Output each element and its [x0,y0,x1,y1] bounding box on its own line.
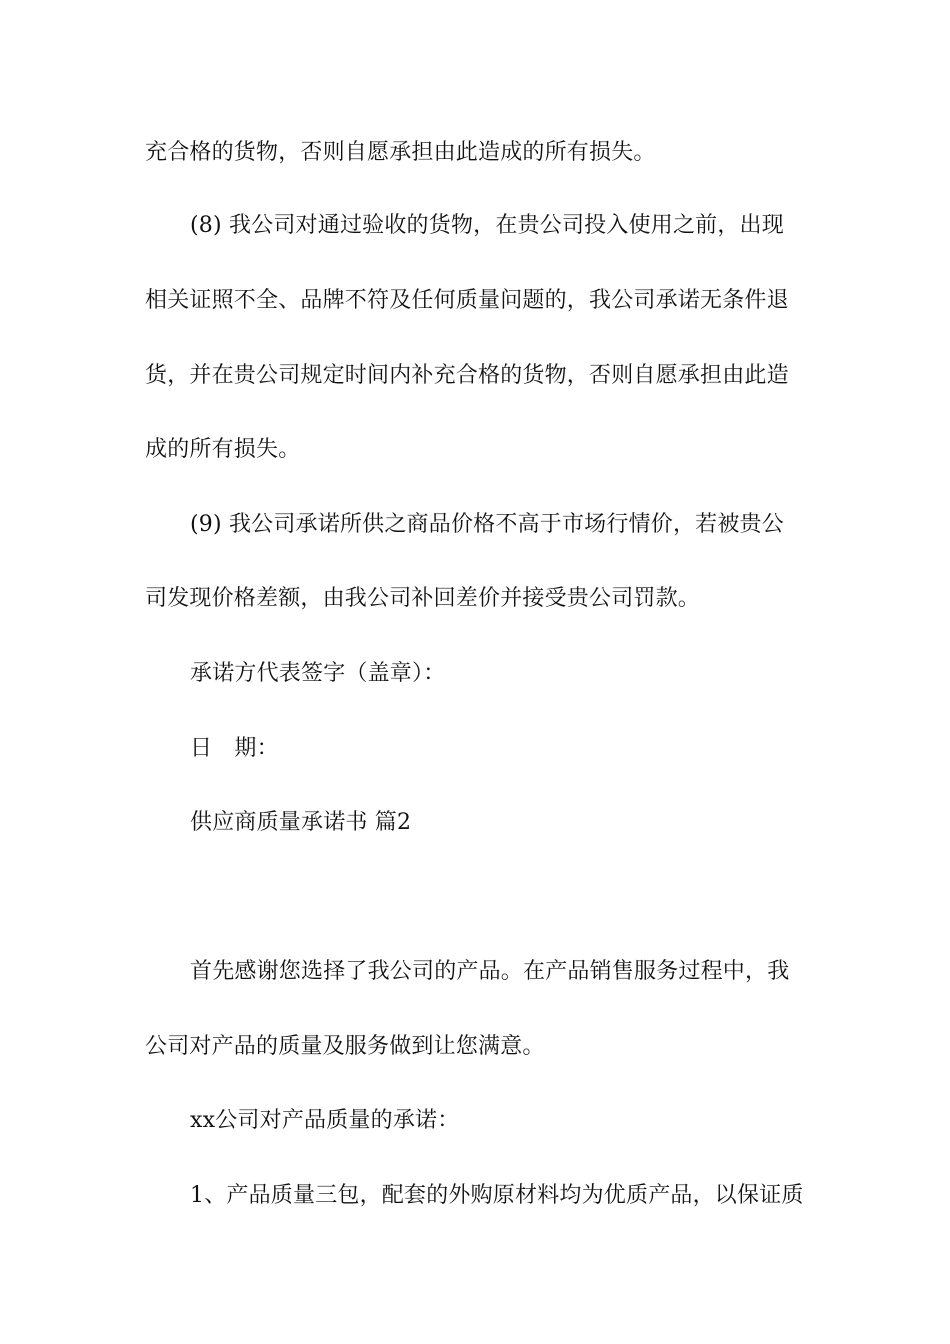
text-line: 司发现价格差额，由我公司补回差价并接受贵公司罚款。 [145,586,701,611]
text-line: (9) 我公司承诺所供之商品价格不高于市场行情价，若被贵公 [190,512,784,537]
date-label: 日 期： [190,736,279,761]
text-line: 货，并在贵公司规定时间内补充合格的货物，否则自愿承担由此造 [145,363,789,388]
text-line: xx公司对产品质量的承诺： [190,1108,460,1133]
text-line: 首先感谢您选择了我公司的产品。在产品销售服务过程中，我 [190,959,790,984]
text-line: 相关证照不全、品牌不符及任何质量问题的，我公司承诺无条件退 [145,288,789,313]
text-line: (8) 我公司对通过验收的货物，在贵公司投入使用之前，出现 [190,213,784,238]
text-line: 1、产品质量三包，配套的外购原材料均为优质产品，以保证质 [190,1183,804,1208]
text-line: 充合格的货物，否则自愿承担由此造成的所有损失。 [145,140,656,165]
signature-label: 承诺方代表签字（盖章）： [190,661,446,686]
text-line: 成的所有损失。 [145,437,301,462]
text-line: 公司对产品的质量及服务做到让您满意。 [145,1034,545,1059]
section-title: 供应商质量承诺书 篇2 [190,810,412,835]
